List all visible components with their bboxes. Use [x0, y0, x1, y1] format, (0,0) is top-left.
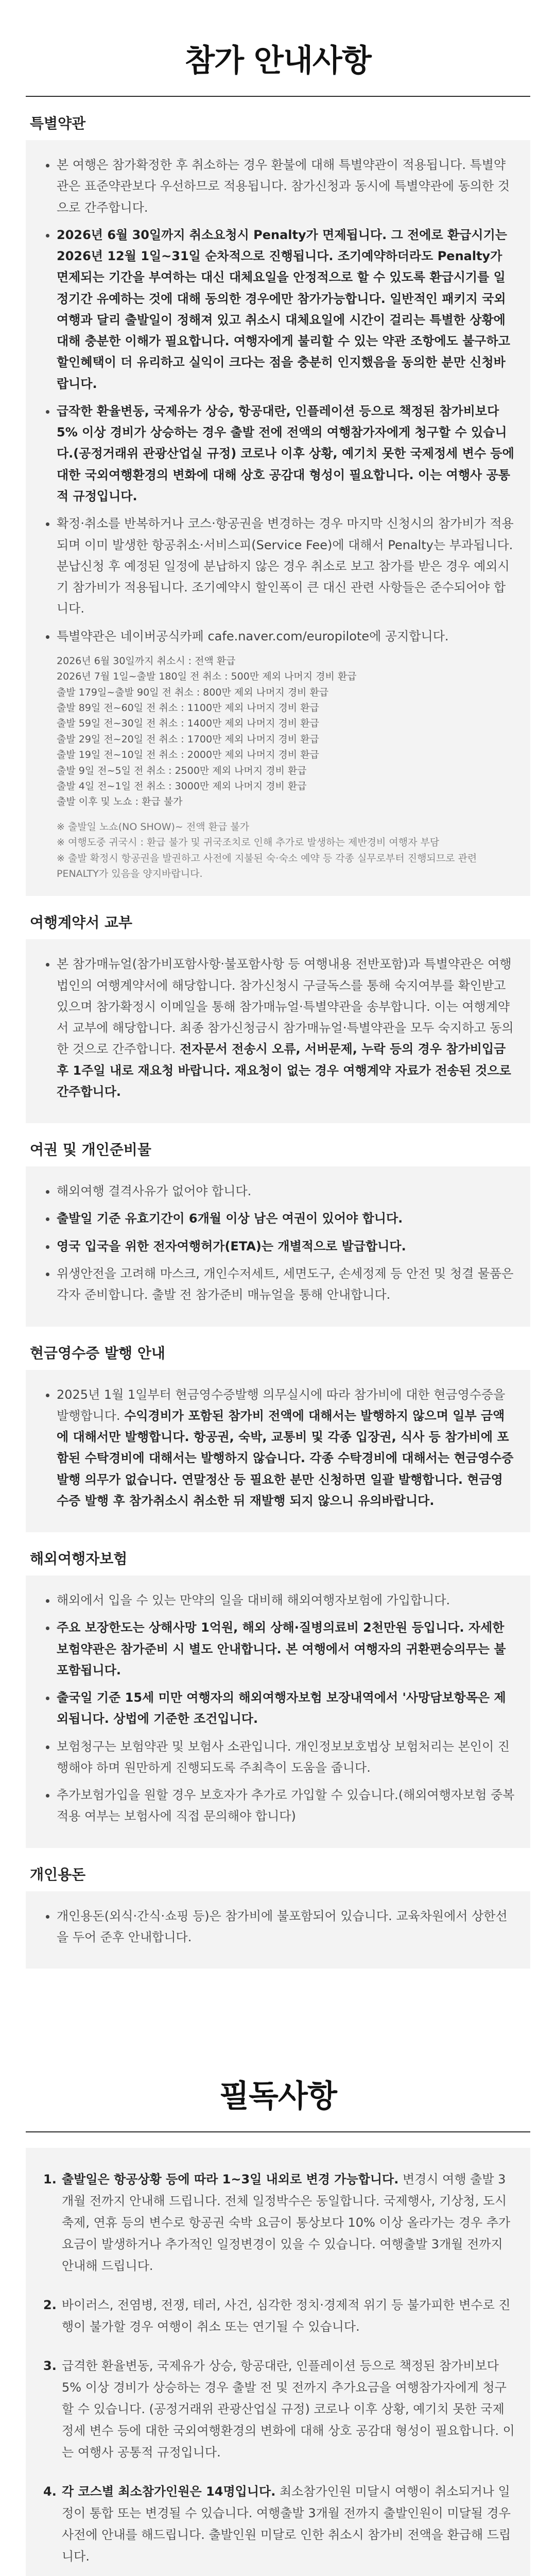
pil-number: 1. — [43, 2172, 57, 2187]
list-item — [57, 1181, 515, 1202]
bullet-list — [41, 954, 515, 1103]
list-item — [57, 1617, 515, 1681]
pil-number: 3. — [43, 2359, 57, 2374]
block-heading: 여권 및 개인준비물 — [30, 1141, 151, 1159]
item-text: 해외여행 결격사유가 없어야 합니다. — [57, 1184, 252, 1199]
item-text: 해외에서 입을 수 있는 만약의 일을 대비해 해외여행자보험에 가입합니다. — [57, 1593, 450, 1608]
bullet-list — [41, 1181, 515, 1306]
list-item — [57, 1785, 515, 1827]
block-body — [26, 1575, 530, 1848]
pil-item — [43, 2168, 515, 2277]
list-item — [57, 225, 515, 395]
pil-item — [43, 2355, 515, 2463]
list-item — [57, 155, 515, 218]
item-bold-text: 영국 입국을 위한 전자여행허가(ETA)는 개별적으로 발급합니다. — [57, 1239, 406, 1253]
item-bold-text: 수익경비가 포함된 참가비 전액에 대해서는 발행하지 않으며 일부 금액에 대해서만 발행합니다. 항공권, 숙박, 교통비 및 각종 입장권, 식사 등 참가비에 포함된 수탁경비에 대해서는 발행하지 않습니다. 각종 수탁경비에 대해서는 현금영수증 발행 의무가 없습니다. 연말정산 등 필요한 분만 신청하면 일괄 발행합니다. 현금영수증 발행 후 참가취소시 취소한 뒤 재발행 되지 않으니 유의바랍니다. — [57, 1408, 514, 1508]
title-divider — [26, 96, 530, 97]
notice-block — [26, 1548, 530, 1848]
pil-number: 2. — [43, 2298, 57, 2313]
block-body — [26, 1166, 530, 1326]
item-bold-text: 전자문서 전송시 오류, 서버문제, 누락 등의 경우 참가비입금 후 1주일 내로 재요청 바랍니다. 재요청이 없는 경우 여행계약 자료가 전송된 것으로 간주합니다. — [57, 1042, 511, 1099]
item-text: 2025년 1월 1일부터 현금영수증발행 의무실시에 따라 참가비에 대한 현금영수증을 발행합니다. — [57, 1387, 506, 1423]
notice-block — [26, 911, 530, 1123]
bullet-list — [41, 1384, 515, 1512]
list-item — [57, 1687, 515, 1730]
pil-text: 바이러스, 전염병, 전쟁, 테러, 사건, 심각한 정치·경제적 위기 등 불가피한 변수로 진행이 불가할 경우 여행이 취소 또는 연기될 수 있습니다. — [62, 2298, 511, 2334]
refund-row: 출발 이후 및 노쇼 : 환급 불가 — [57, 796, 183, 808]
item-text: 확정·취소를 반복하거나 코스·항공권을 변경하는 경우 마지막 신청시의 참가비가 적용되며 이미 발생한 항공취소·서비스피(Service Fee)에 대해서 Penalty는 부과됩니다. 분납신청 후 예정된 일정에 분납하지 않은 경우 취소로 보고 참가를 받은 경우 예외시 기 참가비가 적용됩니다. 조기예약시 할인폭이 큰 대신 관련 사항들은 준수되어야 합니다. — [57, 516, 514, 616]
pil-bold-text: 각 코스별 최소참가인원은 14명입니다. — [62, 2484, 276, 2499]
block-body — [26, 1891, 530, 1969]
pil-title-divider — [26, 2131, 530, 2132]
item-bold-text: 급작한 환율변동, 국제유가 상승, 항공대란, 인플레이션 등으로 책정된 참가비보다 5% 이상 경비가 상승하는 경우 출발 전에 전액의 여행참가자에게 청구할 수 있습니다.(공정거래위 관광산업실 규정) 코로나 이후 상황, 예기치 못한 국제정세 변수 등에 대한 국외여행환경의 변화에 대해 상호 공감대 형성이 필요합니다. 이는 여행사 공통적 규정입니다. — [57, 403, 514, 503]
refund-row: 출발 29일 전~20일 전 취소 : 1700만 제외 나머지 경비 환급 — [57, 733, 319, 745]
refund-row: 출발 9일 전~5일 전 취소 : 2500만 제외 나머지 경비 환급 — [57, 765, 307, 776]
notice-box — [26, 112, 530, 1969]
list-item — [57, 401, 515, 507]
item-bold-text: 2026년 6월 30일까지 취소요청시 Penalty가 면제됩니다. 그 전에로 환급시기는 2026년 12월 1일~31일 순차적으로 진행됩니다. 조기예약하더라도 Penalty가 면제되는 기간을 부여하는 대신 대체요일을 안정적으로 할 수 있도록 환급시기를 일정기간 유예하는 것에 대해 동의한 경우에만 참가가능합니다. 일반적인 패키지 국외여행과 달리 출발일이 정해져 있고 취소시 대체요일에 시간이 걸리는 특별한 상황에 대해 충분한 이해가 필요합니다. 여행자에게 불리할 수 있는 약관 조항에도 불구하고 할인혜택이 더 유리하고 실익이 크다는 점을 충분히 인지했음을 동의한 분만 신청바랍니다. — [57, 227, 510, 391]
pil-item — [43, 2294, 515, 2337]
notice-block — [26, 1342, 530, 1533]
refund-row: 2026년 7월 1일~출발 180일 전 취소 : 500만 제외 나머지 경비 환급 — [57, 671, 357, 683]
refund-row: 출발 89일 전~60일 전 취소 : 1100만 제외 나머지 경비 환급 — [57, 702, 319, 714]
footnote: ※ 출발 확정시 항공권을 발권하고 사전에 지불된 숙·숙소 예약 등 각종 실무로부터 진행되므로 관련 PENALTY가 있음을 양지바랍니다. — [57, 852, 477, 879]
block-body — [26, 1370, 530, 1533]
pil-number: 4. — [43, 2484, 57, 2499]
list-item — [57, 1906, 515, 1948]
bullet-list — [41, 1590, 515, 1827]
pil-list — [41, 2168, 515, 2576]
block-body — [26, 939, 530, 1123]
item-bold-text: 출발일 기준 유효기간이 6개월 이상 남은 여권이 있어야 합니다. — [57, 1211, 403, 1226]
pil-title: 필독사항 — [219, 2078, 337, 2115]
refund-row: 2026년 6월 30일까지 취소시 : 전액 환급 — [57, 655, 236, 667]
item-text: 본 참가매뉴얼(참가비포함사항·불포함사항 등 여행내용 전반포함)과 특별약관은 여행법인의 여행계약서에 해당합니다. 참가신청시 구글독스를 통해 숙지여부를 확인받고 있으며 참가확정시 이메일을 통해 참가매뉴얼·특별약관을 송부합니다. 이는 여행계약서 교부에 해당합니다. 최종 참가신청금시 참가매뉴얼·특별약관을 모두 숙지하고 동의한 것으로 간주합니다. — [57, 957, 514, 1057]
list-item — [57, 626, 515, 647]
pil-bold-text: 출발일은 항공상황 등에 따라 1~3일 내외로 변경 가능합니다. — [62, 2172, 399, 2187]
notice-title: 참가 안내사항 — [185, 43, 371, 79]
section-gap — [0, 1969, 556, 2051]
refund-row: 출발 179일~출발 90일 전 취소 : 800만 제외 나머지 경비 환급 — [57, 686, 329, 698]
pil-text: 급격한 환율변동, 국제유가 상승, 항공대란, 인플레이션 등으로 책정된 참가비보다 5% 이상 경비가 상승하는 경우 출발 전 및 전까지 추가요금을 여행참가자에게 청구할 수 있습니다. (공정거래위 관광산업실 규정) 코로나 이후 상황, 예기치 못한 국제정세 변수 등에 대한 국외여행환경의 변화에 대해 상호 공감대 형성이 필요합니다. 이는 여행사 공통적 규정입니다. — [62, 2359, 515, 2460]
item-text: 본 여행은 참가확정한 후 취소하는 경우 환불에 대해 특별약관이 적용됩니다. 특별약관은 표준약관보다 우선하므로 적용됩니다. 참가신청과 동시에 특별약관에 동의한 것으로 간주합니다. — [57, 158, 510, 215]
notice-block — [26, 112, 530, 896]
pil-text: 변경시 여행 출발 3개월 전까지 안내해 드립니다. 전체 일정박수은 동일합니다. 국제행사, 기상청, 도시축제, 연휴 등의 변수로 항공권 숙박 요금이 통상보다 10% 이상 올라가는 경우 추가요금이 발생하거나 추가적인 일정변경이 있을 수 있습니다. 여행출발 3개월 전까지 안내해 드립니다. — [62, 2172, 511, 2274]
list-item — [57, 1384, 515, 1512]
pil-text: 최소참가인원 미달시 여행이 취소되거나 일정이 통합 또는 변경될 수 있습니다. 여행출발 3개월 전까지 출발인원이 미달될 경우 사전에 안내를 해드립니다. 출발인원 미달로 인한 취소시 참가비 전액을 환급해 드립니다. — [62, 2484, 511, 2564]
list-item — [57, 513, 515, 619]
pil-item — [43, 2481, 515, 2567]
footnote: ※ 출발일 노쇼(NO SHOW)~ 전액 환급 불가 — [57, 821, 250, 833]
block-heading: 여행계약서 교부 — [30, 914, 133, 931]
item-text: 추가보험가입을 원할 경우 보호자가 추가로 가입할 수 있습니다.(해외여행자보험 중복 적용 여부는 보험사에 직접 문의해야 합니다) — [57, 1788, 515, 1824]
bullet-list — [41, 1906, 515, 1948]
list-item — [57, 1263, 515, 1306]
list-item — [57, 1208, 515, 1229]
item-bold-text: 출국일 기준 15세 미만 여행자의 해외여행자보험 보장내역에서 '사망담보항목은 제외됩니다. 상법에 기준한 조건입니다. — [57, 1690, 506, 1726]
pil-box — [26, 2148, 530, 2576]
item-text: 보험청구는 보험약관 및 보험사 소관입니다. 개인정보보호법상 보험처리는 본인이 진행해야 하며 원만하게 진행되도록 주최측이 도움을 줍니다. — [57, 1739, 510, 1775]
list-item — [57, 1236, 515, 1257]
item-text: 특별약관은 네이버공식카페 cafe.naver.com/europilote에 공지합니다. — [57, 629, 449, 643]
notice-block — [26, 1139, 530, 1326]
block-heading: 개인용돈 — [30, 1866, 86, 1883]
bullet-list — [41, 155, 515, 647]
list-item — [57, 954, 515, 1103]
list-item — [57, 1590, 515, 1611]
block-heading: 해외여행자보험 — [30, 1550, 128, 1568]
item-text: 위생안전을 고려해 마스크, 개인수저세트, 세면도구, 손세정제 등 안전 및 청결 물품은 각자 준비합니다. 출발 전 참가준비 매뉴얼을 통해 안내합니다. — [57, 1266, 514, 1302]
refund-row: 출발 59일 전~30일 전 취소 : 1400만 제외 나머지 경비 환급 — [57, 718, 319, 730]
block-heading: 현금영수증 발행 안내 — [30, 1344, 165, 1362]
block-body — [26, 140, 530, 896]
item-bold-text: 주요 보장한도는 상해사망 1억원, 해외 상해·질병의료비 2천만원 등입니다. 자세한 보험약관은 참가준비 시 별도 안내합니다. 본 여행에서 여행자의 귀환편승의무는 불포함됩니다. — [57, 1620, 506, 1677]
footnote: ※ 여행도중 귀국시 : 환급 불가 및 귀국조치로 인해 추가로 발생하는 제반경비 여행자 부담 — [57, 837, 440, 849]
list-item — [57, 1736, 515, 1779]
refund-table — [57, 653, 515, 810]
block-heading: 특별약관 — [30, 115, 86, 132]
refund-row: 출발 4일 전~1일 전 취소 : 3000만 제외 나머지 경비 환급 — [57, 780, 307, 792]
footnotes — [41, 819, 515, 882]
refund-row: 출발 19일 전~10일 전 취소 : 2000만 제외 나머지 경비 환급 — [57, 749, 319, 761]
item-text: 개인용돈(외식·간식·쇼핑 등)은 참가비에 불포함되어 있습니다. 교육차원에서 상한선을 두어 준후 안내합니다. — [57, 1908, 508, 1945]
notice-block — [26, 1863, 530, 1969]
